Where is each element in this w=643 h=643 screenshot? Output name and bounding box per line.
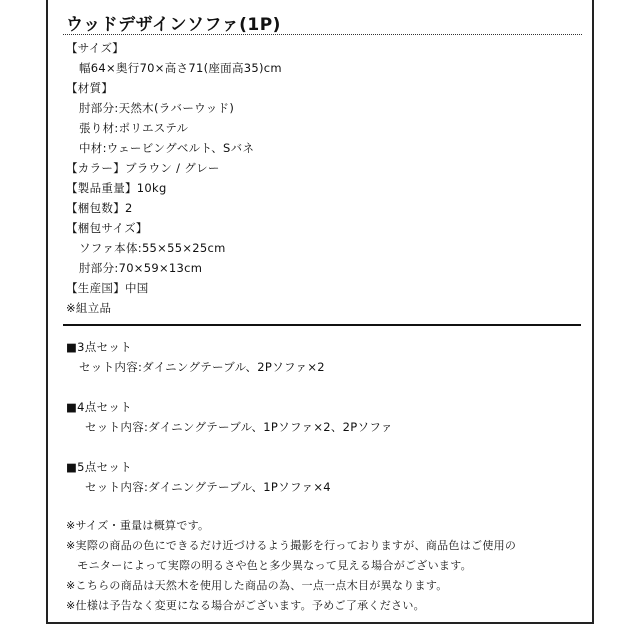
- spec-value-upholstery: 張り材:ポリエステル: [79, 121, 189, 135]
- note-color-1: ※実際の商品の色にできるだけ近づけるよう撮影を行っておりますが、商品色はご使用の: [66, 539, 517, 552]
- spec-package-count: 【梱包数】2: [66, 201, 133, 215]
- set-heading-3: ■3点セット: [66, 340, 132, 354]
- spec-origin: 【生産国】中国: [66, 281, 149, 295]
- note-wood-grain: ※こちらの商品は天然木を使用した商品の為、一点一点木目が異なります。: [66, 579, 448, 592]
- spec-label-package-size: 【梱包サイズ】: [66, 221, 148, 235]
- spec-value-package-body: ソファ本体:55×55×25cm: [79, 241, 226, 255]
- set-heading-4: ■4点セット: [66, 400, 132, 414]
- set-content-3: セット内容:ダイニングテーブル、2Pソファ×2: [79, 360, 325, 374]
- spec-assembly: ※組立品: [66, 301, 112, 315]
- spec-weight: 【製品重量】10kg: [66, 181, 167, 195]
- set-heading-5: ■5点セット: [66, 460, 132, 474]
- spec-label-size: 【サイズ】: [66, 41, 125, 55]
- title-divider: [63, 34, 582, 35]
- product-title: ウッドデザインソファ(1P): [66, 15, 281, 35]
- spec-color: 【カラー】ブラウン / グレー: [66, 161, 220, 175]
- note-size-weight: ※サイズ・重量は概算です。: [66, 519, 210, 532]
- spec-value-filling: 中材:ウェービングベルト、Sバネ: [79, 141, 255, 155]
- set-content-5: セット内容:ダイニングテーブル、1Pソファ×4: [85, 480, 331, 494]
- spec-value-size: 幅64×奥行70×高さ71(座面高35)cm: [79, 61, 282, 75]
- spec-value-package-arm: 肘部分:70×59×13cm: [79, 261, 203, 275]
- set-content-4: セット内容:ダイニングテーブル、1Pソファ×2、2Pソファ: [85, 420, 393, 434]
- spec-value-armrest: 肘部分:天然木(ラバーウッド): [79, 101, 235, 115]
- note-color-2: モニターによって実際の明るさや色と多少異なって見える場合がございます。: [66, 559, 472, 572]
- section-divider: [63, 324, 581, 326]
- note-spec-change: ※仕様は予告なく変更になる場合がございます。予めご了承ください。: [66, 599, 425, 612]
- spec-label-material: 【材質】: [66, 81, 114, 95]
